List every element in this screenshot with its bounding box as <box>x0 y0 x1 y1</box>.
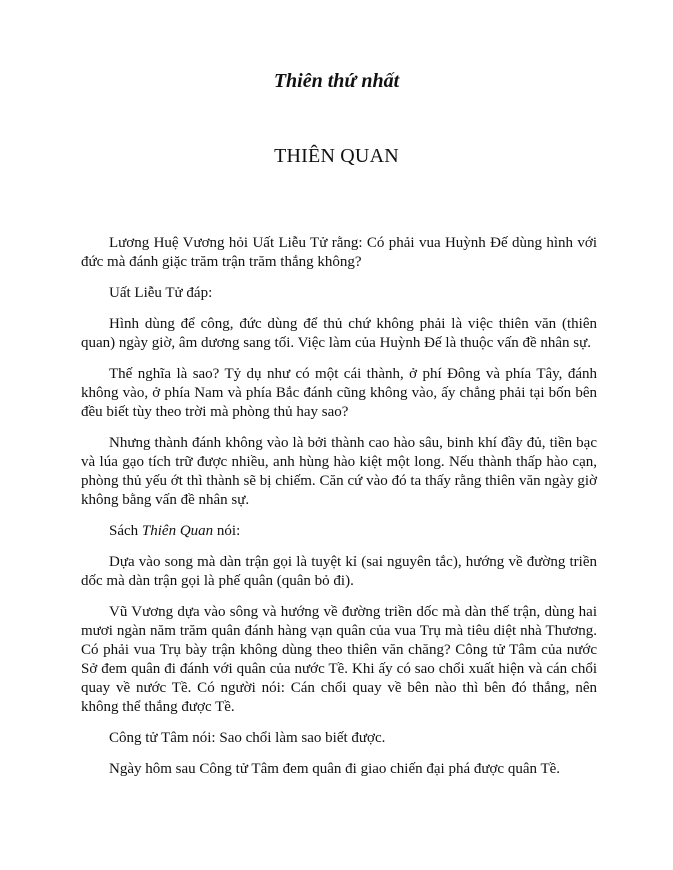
book-title: Thiên Quan <box>141 523 214 539</box>
chapter-title: THIÊN QUAN <box>274 145 399 167</box>
paragraph-9: Công tử Tâm nói: Sao chổi làm sao biết được. <box>109 730 386 746</box>
paragraph-6-prefix: Sách <box>109 523 142 539</box>
paragraph-4: Thế nghĩa là sao? Tỷ dụ như có một cái thành, ở phí Đông và phía Tây, đánh không vào, ở phía Nam và phía Bắc đánh cũng không vào, ấy chẳng phải tại bốn bên đều biết tùy theo trời mà phòng thủ hay sao? <box>81 366 597 420</box>
paragraph-6-suffix: nói: <box>213 523 241 539</box>
body-text <box>81 234 597 791</box>
paragraph-10: Ngày hôm sau Công tử Tâm đem quân đi giao chiến đại phá được quân Tề. <box>109 761 561 777</box>
chapter-heading: Thiên thứ nhất <box>273 70 400 92</box>
paragraph-7: Dựa vào song mà dàn trận gọi là tuyệt kỉ (sai nguyên tắc), hướng về đường triền dốc mà dàn trận gọi là phế quân (quân bỏ đi). <box>81 554 597 589</box>
paragraph-1: Lương Huệ Vương hỏi Uất Liễu Tử rằng: Có phải vua Huỳnh Đế dùng hình với đức mà đánh giặc trăm trận trăm thắng không? <box>81 235 597 270</box>
paragraph-3: Hình dùng để công, đức dùng để thủ chứ không phải là việc thiên văn (thiên quan) ngày giờ, âm dương sang tối. Việc làm của Huỳnh Đế là thuộc vấn đề nhân sự. <box>81 316 597 351</box>
paragraph-6 <box>81 522 597 541</box>
paragraph-5: Nhưng thành đánh không vào là bởi thành cao hào sâu, binh khí đầy đủ, tiền bạc và lúa gạo tích trữ được nhiều, anh hùng hào kiệt một long. Nếu thành thấp hào cạn, phòng thủ yếu ớt thì thành sẽ bị chiếm. Căn cứ vào đó ta thấy rằng thiên văn ngày giờ không bằng vấn đề nhân sự. <box>81 435 597 508</box>
paragraph-8: Vũ Vương dựa vào sông và hướng về đường triền dốc mà dàn thế trận, dùng hai mươi ngàn năm trăm quân đánh hàng vạn quân của vua Trụ mà tiêu diệt nhà Thương. Có phải vua Trụ bày trận không dùng theo thiên văn chăng? Công tử Tâm của nước Sở đem quân đi đánh với quân của nước Tề. Khi ấy có sao chổi xuất hiện và cán chổi quay về nước Tề. Có người nói: Cán chổi quay về bên nào thì bên đó thắng, nên không thể thắng được Tề. <box>81 604 597 715</box>
paragraph-2: Uất Liễu Tử đáp: <box>109 285 213 301</box>
